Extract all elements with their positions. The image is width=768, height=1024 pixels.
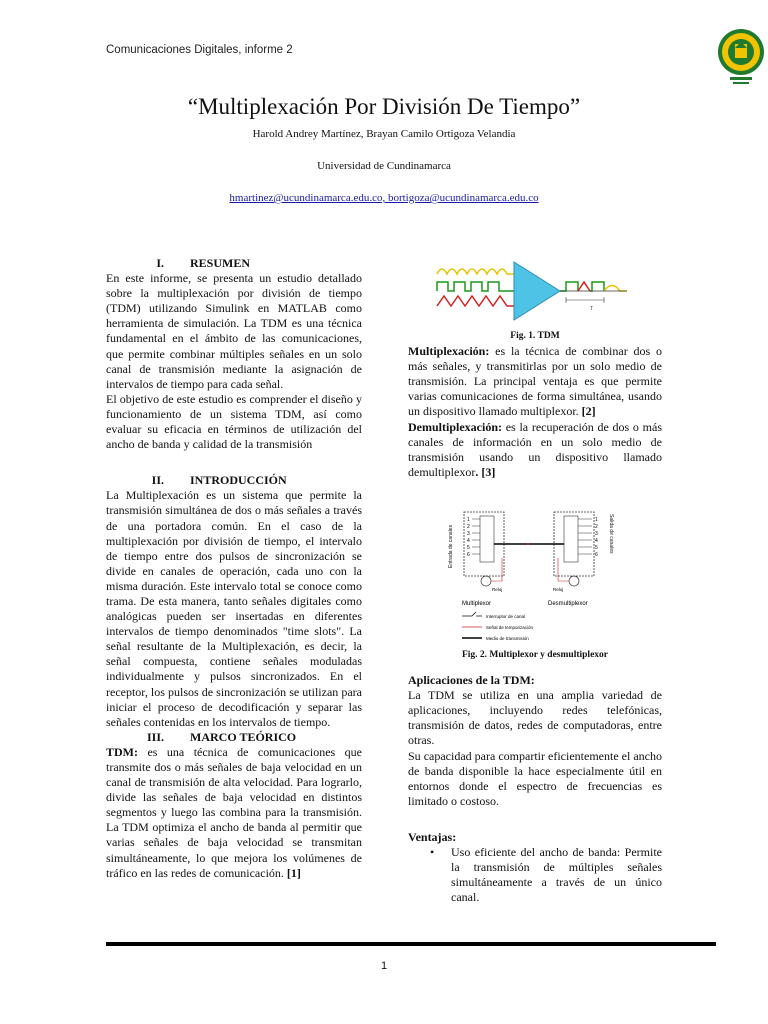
aplicaciones-paragraph-2: Su capacidad para compartir eficientemente el ancho de banda disponible la hace especialmente útil en entornos donde el espectro de frecuencias es limitado o costoso. <box>408 748 662 808</box>
mux-channel-3: 3 <box>467 531 470 537</box>
right-column-top <box>408 329 662 480</box>
legend-medium: Medio de transmisión <box>486 636 529 641</box>
resumen-paragraph-2: El objetivo de este estudio es comprender el diseño y funcionamiento de un sistema TDM, así como evaluar su eficacia en términos de utilización del ancho de banda y calidad de la transmisión <box>106 391 362 452</box>
mux-input-lines <box>472 519 480 554</box>
running-header: Comunicaciones Digitales, informe 2 <box>106 44 293 56</box>
mux-channel-4: 4 <box>467 538 470 544</box>
ventajas-item-1: • Uso eficiente del ancho de banda: Permite la transmisión de múltiples señales simultáneamente a través de un único canal. <box>430 845 662 905</box>
author-emails-link[interactable]: hmartinez@ucundinamarca.edu.co, bortigoza@ucundinamarca.edu.co <box>229 192 539 204</box>
demux-clock-icon <box>569 576 579 586</box>
page-number: 1 <box>380 960 388 972</box>
figure-2-caption: Fig. 2. Multiplexor y desmultiplexor <box>461 650 608 660</box>
demux-channel-1: 1 <box>595 517 598 523</box>
multiplexer-triangle <box>514 262 560 320</box>
demultiplexer-switch-block <box>564 516 578 562</box>
mux-channel-6: 6 <box>467 552 470 558</box>
demux-output-lines <box>578 519 592 554</box>
mux-channel-2: 2 <box>467 524 470 530</box>
aplicaciones-paragraph-1: La TDM se utiliza en una amplia variedad de aplicaciones, incluyendo redes telefónicas, transmisión de datos, redes de computadoras, entre otras. <box>408 688 662 748</box>
input-signal-red <box>437 296 514 306</box>
demux-channel-3: 3 <box>595 531 598 537</box>
right-column-bottom <box>408 648 662 905</box>
demux-channel-5: 5 <box>595 545 598 551</box>
demux-channel-6: 6 <box>595 552 598 558</box>
transmission-dot <box>527 543 529 545</box>
output-signal-green-2 <box>590 282 604 291</box>
figure-1-tdm-diagram <box>432 258 642 326</box>
footer-rule <box>106 942 716 946</box>
demultiplexacion-definition: Demultiplexación: es la recuperación de dos o más canales de información en un solo medio de transmisión usando un dispositivo llamado demultiplexor. [3] <box>408 419 662 479</box>
output-signal-red <box>578 282 590 291</box>
demux-channel-2: 2 <box>595 524 598 530</box>
section-heading-marco: III. MARCO TEÓRICO <box>146 729 297 744</box>
bullet-icon: • <box>430 845 435 860</box>
output-channels-label: Salida de canales <box>608 514 614 554</box>
desmultiplexor-label: Desmultiplexor <box>548 601 588 607</box>
mux-channel-labels <box>467 517 470 558</box>
left-column <box>106 256 362 881</box>
period-label: T <box>590 306 594 312</box>
demux-timing-signal <box>558 558 569 581</box>
section-heading-introduccion: II. INTRODUCCIÓN <box>151 473 287 488</box>
legend-switch: Interruptor de canal <box>486 614 526 619</box>
multiplexer-switch-block <box>480 516 494 562</box>
multiplexacion-definition: Multiplexación: es la técnica de combinar dos o más señales, y transmitirlas por un solo medio de transmisión. La principal ventaja es que permite varias comunicaciones de forma simultánea, usando un dispositivo llamado multiplexor. [2] <box>408 344 662 419</box>
legend-timing: Señal de temporización <box>486 625 534 630</box>
tdm-definition: TDM: es una técnica de comunicaciones que transmite dos o más señales de baja velocidad en un canal de transmisión de alta velocidad. Para lograrlo, divide las señales de baja velocidad en distintos segmentos y luego las combina para la transmisión. La TDM optimiza el ancho de banda al permitir que varias señales de baja velocidad se transmitan simultáneamente, lo que mejora los volúmenes de tráfico en las redes de comunicación. [1] <box>106 744 362 880</box>
demux-channel-labels <box>595 517 598 558</box>
multiplexor-label: Multiplexor <box>462 601 492 607</box>
section-heading-resumen: I. RESUMEN <box>156 256 251 270</box>
paper-title: “Multiplexación Por División De Tiempo” <box>187 94 581 119</box>
aplicaciones-heading: Aplicaciones de la TDM: <box>408 673 535 688</box>
figure-1-caption: Fig. 1. TDM <box>510 331 560 341</box>
introduccion-paragraph: La Multiplexación es un sistema que permite la transmisión simultánea de dos o más señales a través de una portadora común. En el caso de la multiplexación por división de tiempo, el intervalo de tiempo entre dos pulsos de sincronización se divide en canales de operación, cada uno con la misma duración. Este intervalo total se conoce como trama. De esta manera, tanto señales digitales como analógicas pueden ser insertadas en diferentes intervalos de tiempo denominados "time slots". La señal resultante de la Multiplexación, es decir, la señal compuesta, contiene señales moduladas individualmente y pulsos sincronizados. En el receptor, los pulsos de sincronización se utilizan para iniciar el proceso de decodificación y separar las señales contenidas en los intervalos de tiempo. <box>106 488 362 729</box>
demux-clock-label: Reloj <box>553 587 564 592</box>
ventajas-heading: Ventajas: <box>408 829 457 844</box>
input-signal-green <box>437 282 514 291</box>
authors: Harold Andrey Martínez, Brayan Camilo Ortigoza Velandia <box>252 128 516 140</box>
input-channels-label: Entrada de canales <box>448 524 454 568</box>
resumen-paragraph-1: En este informe, se presenta un estudio detallado sobre la multiplexación por división de tiempo (TDM) utilizando Simulink en MATLAB como herramienta de simulación. La TDM es una técnica fundamental en el ámbito de las comunicaciones, que permite combinar múltiples señales en un solo canal de transmisión mediante la asignación de intervalos de tiempo para cada señal. <box>106 271 362 391</box>
output-signal-yellow <box>604 286 627 292</box>
university-seal-logo <box>716 22 766 92</box>
mux-clock-label: Reloj <box>492 587 503 592</box>
demux-channel-4: 4 <box>595 538 598 544</box>
figure-2-mux-demux-diagram <box>442 508 622 646</box>
mux-clock-icon <box>481 576 491 586</box>
mux-timing-signal <box>491 558 502 581</box>
legend-switch-icon <box>462 612 482 616</box>
output-signal-green <box>560 282 578 291</box>
input-signal-yellow <box>437 269 514 274</box>
mux-channel-1: 1 <box>467 517 470 523</box>
mux-channel-5: 5 <box>467 545 470 551</box>
affiliation: Universidad de Cundinamarca <box>317 160 451 172</box>
